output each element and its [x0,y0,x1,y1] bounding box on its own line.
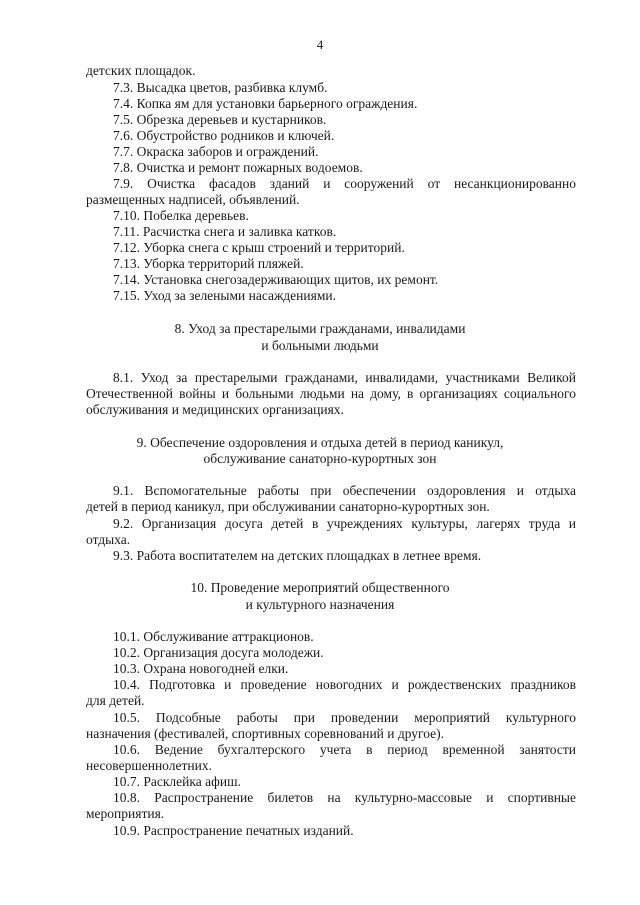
section-heading: 8. Уход за престарелыми гражданами, инвалидами [174,321,466,336]
text-line: детских площадок. [86,63,196,78]
section-heading: и культурного назначения [245,597,395,612]
section-heading: и больными людьми [261,338,379,353]
text-line: мероприятия. [86,806,165,821]
text-line: детей в период каникул, при обслуживании санаторно-курортных зон. [86,499,490,514]
text-line: отдыха. [86,532,131,547]
list-item: 9.1. Вспомогательные работы при обеспечении оздоровления и отдыха [113,483,576,498]
list-item: 10.6. Ведение бухгалтерского учета в период временной занятости [113,742,576,757]
text-line: обслуживания и медицинских организациях. [86,402,344,417]
list-item: 7.15. Уход за зелеными насаждениями. [113,288,336,303]
list-item: 7.11. Расчистка снега и заливка катков. [113,224,337,239]
page-number: 4 [316,37,324,52]
text-line: для детей. [86,693,145,708]
list-item: 7.9. Очистка фасадов зданий и сооружений от несанкционированно [113,176,576,191]
list-item: 10.5. Подсобные работы при проведении мероприятий культурного [113,710,576,725]
list-item: 10.9. Распространение печатных изданий. [113,823,354,838]
section-heading: 9. Обеспечение оздоровления и отдыха детей в период каникул, [136,435,504,450]
list-item: 7.8. Очистка и ремонт пожарных водоемов. [113,160,363,175]
list-item: 10.8. Распространение билетов на культурно-массовые и спортивные [113,790,576,805]
text-line: размещенных надписей, объявлений. [86,192,300,207]
list-item: 10.2. Организация досуга молодежи. [113,645,324,660]
list-item: 7.7. Окраска заборов и ограждений. [113,144,319,159]
list-item: 7.3. Высадка цветов, разбивка клумб. [113,80,328,95]
list-item: 8.1. Уход за престарелыми гражданами, инвалидами, участниками Великой [113,370,576,385]
list-item: 7.4. Копка ям для установки барьерного ограждения. [113,96,418,111]
text-line: Отечественной войны и больными людьми на дому, в организациях социального [86,386,576,401]
text-line: назначения (фестивалей, спортивных соревнований и другое). [86,726,445,741]
list-item: 7.10. Побелка деревьев. [113,208,249,223]
list-item: 9.2. Организация досуга детей в учреждениях культуры, лагерях труда и [113,516,576,531]
list-item: 7.14. Установка снегозадерживающих щитов, их ремонт. [113,272,439,287]
list-item: 10.3. Охрана новогодней елки. [113,661,289,676]
list-item: 10.1. Обслуживание аттракционов. [113,629,314,644]
list-item: 7.12. Уборка снега с крыш строений и территорий. [113,240,405,255]
list-item: 9.3. Работа воспитателем на детских площадках в летнее время. [113,548,482,563]
section-heading: 10. Проведение мероприятий общественного [190,580,450,595]
list-item: 7.13. Уборка территорий пляжей. [113,256,304,271]
list-item: 7.6. Обустройство родников и ключей. [113,128,335,143]
list-item: 7.5. Обрезка деревьев и кустарников. [113,112,327,127]
list-item: 10.4. Подготовка и проведение новогодних и рождественских праздников [113,677,576,692]
list-item: 10.7. Расклейка афиш. [113,774,241,789]
text-line: несовершеннолетних. [86,758,212,773]
section-heading: обслуживание санаторно-курортных зон [203,451,437,466]
